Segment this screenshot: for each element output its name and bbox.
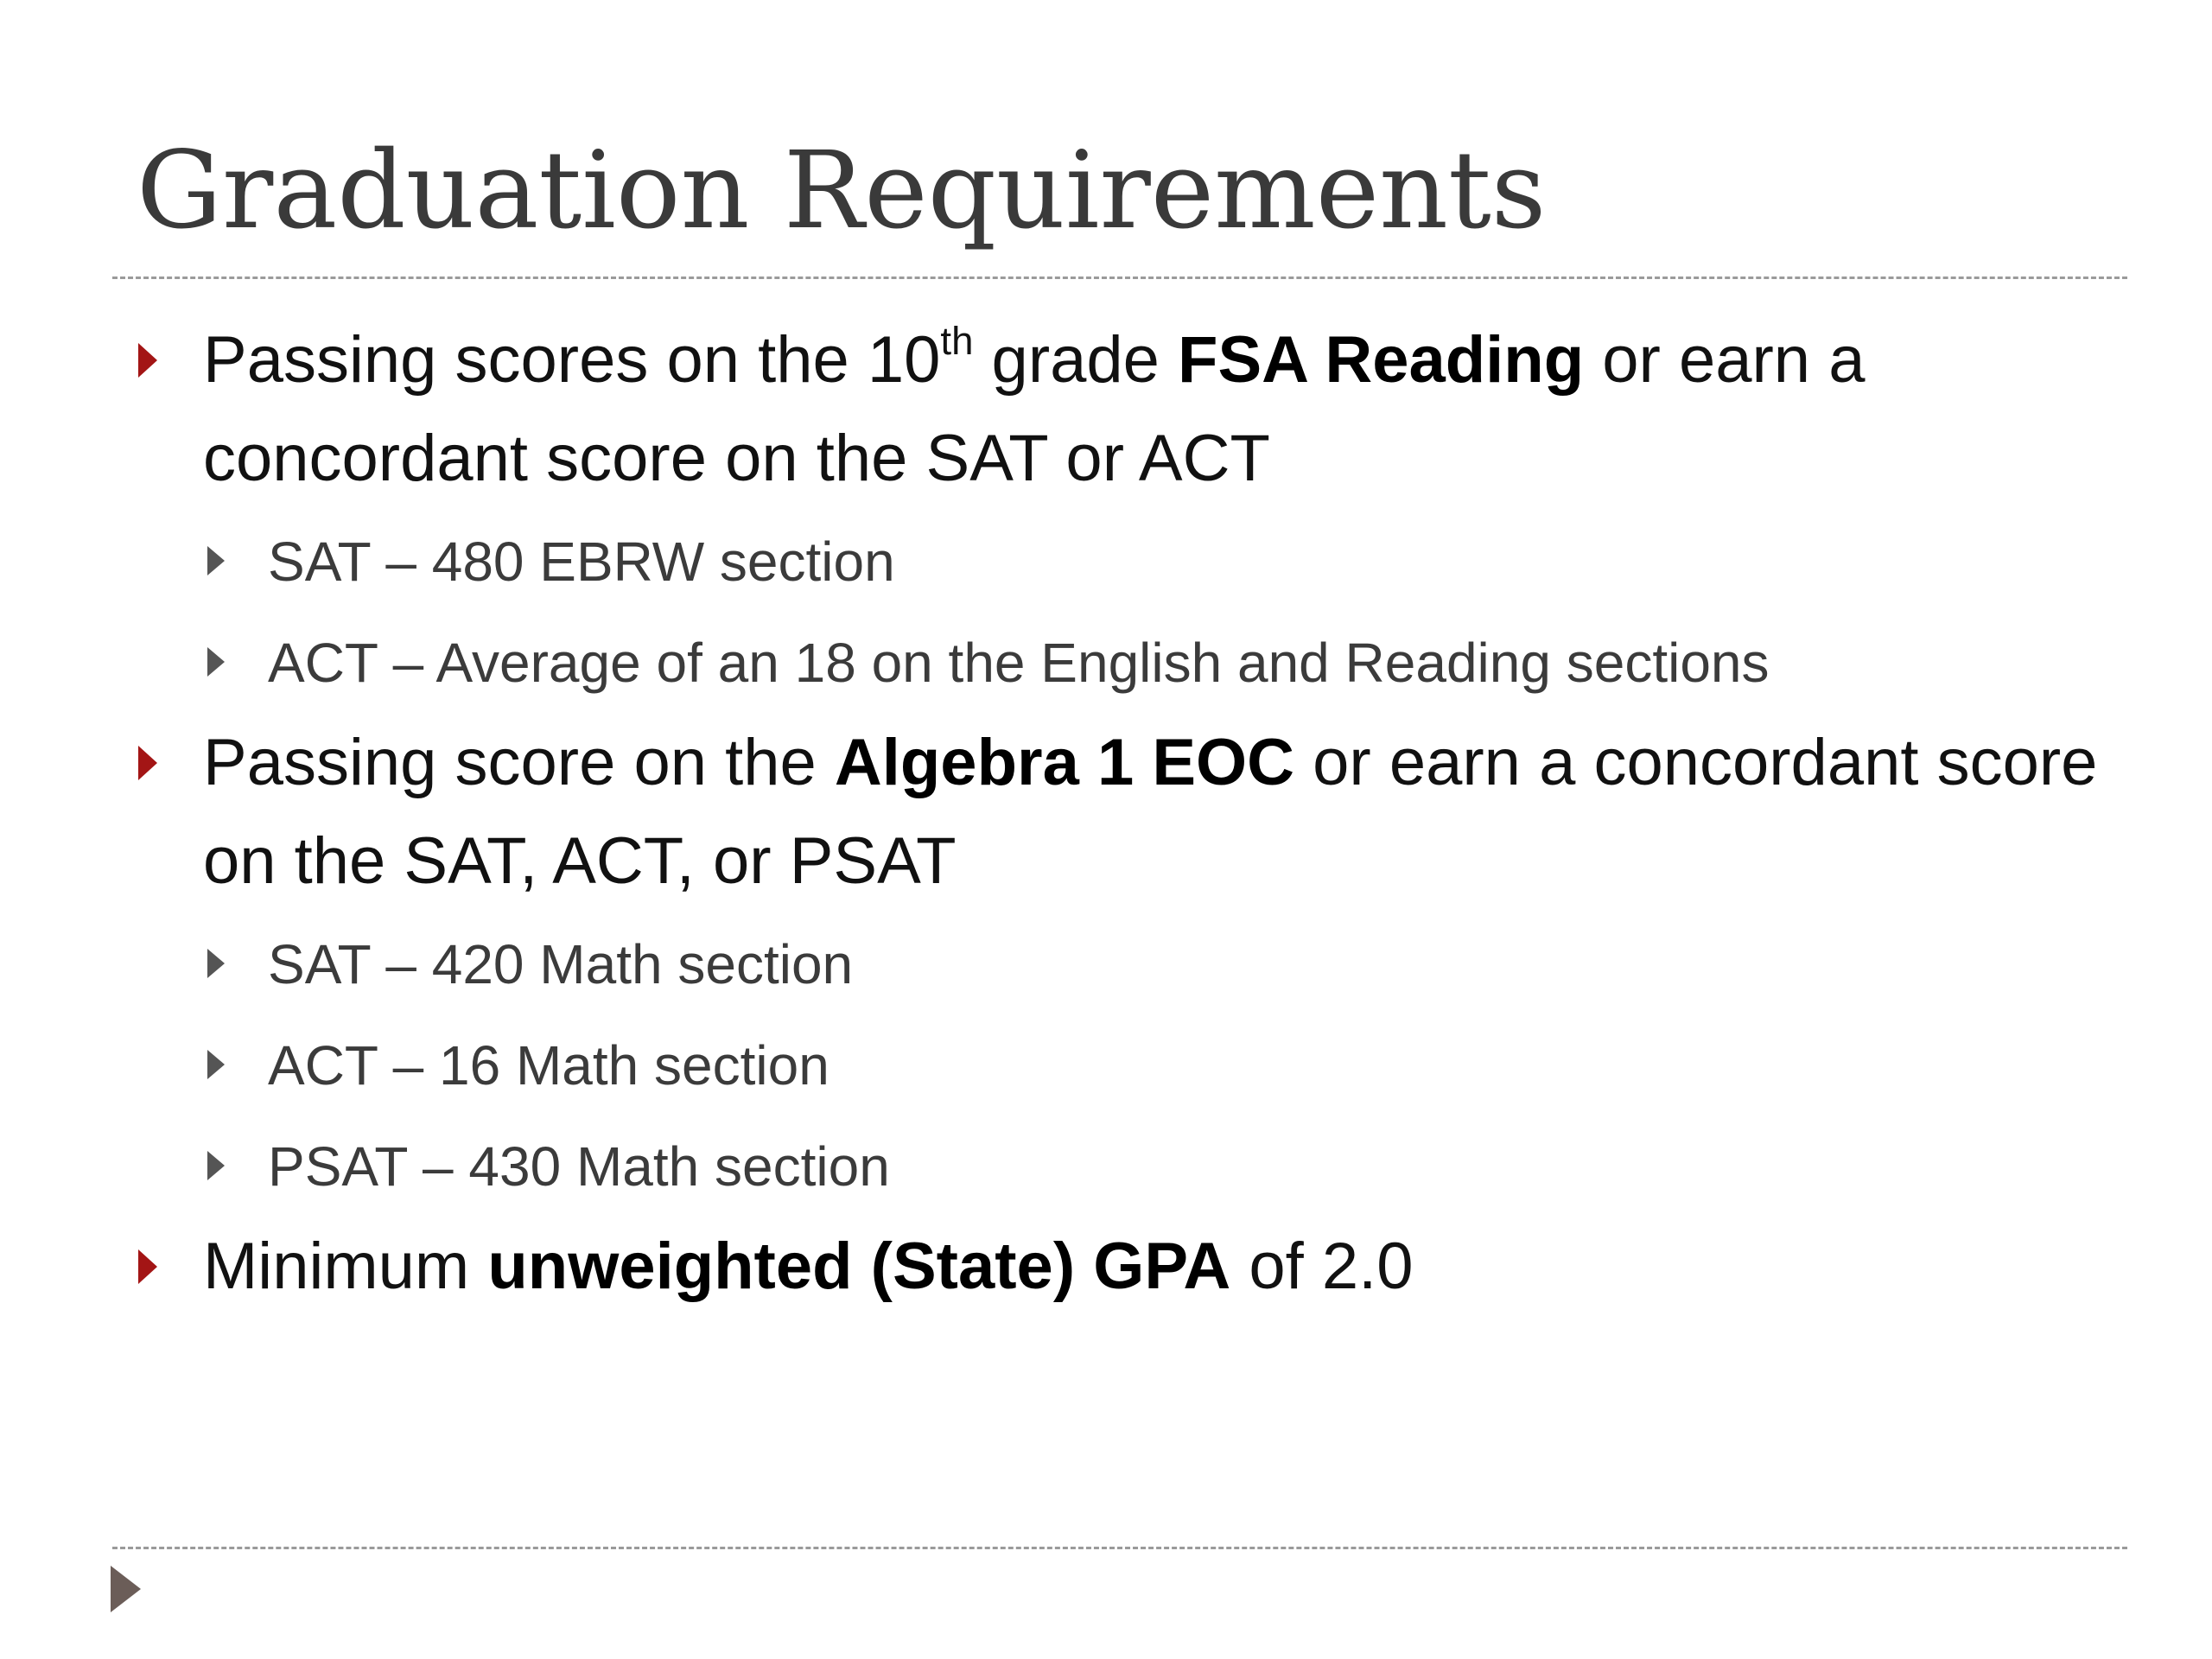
bullet-text: or earn a concordant score on the SAT or ACT — [203, 323, 1866, 495]
red-triangle-bullet-icon — [138, 343, 157, 378]
gray-triangle-bullet-icon — [207, 1050, 225, 1079]
bullet-text: of 2.0 — [1230, 1230, 1414, 1303]
bullet-reading — [130, 311, 2117, 508]
sub-bullet-text: PSAT – 430 Math section — [268, 1135, 890, 1198]
superscript: th — [940, 319, 974, 364]
gray-triangle-bullet-icon — [207, 1151, 225, 1180]
bold-text: unweighted (State) GPA — [487, 1230, 1231, 1303]
red-triangle-bullet-icon — [138, 746, 157, 780]
bullet-gpa — [130, 1217, 2117, 1316]
sub-bullet-text: SAT – 480 EBRW section — [268, 531, 895, 593]
title-divider — [112, 276, 2127, 279]
sub-bullet-text: ACT – Average of an 18 on the English and Reading sections — [268, 632, 1770, 694]
bold-text: FSA Reading — [1178, 323, 1585, 397]
sub-bullet-psat-math — [130, 1116, 2117, 1217]
sub-bullet-text: ACT – 16 Math section — [268, 1034, 830, 1096]
footer-divider — [112, 1547, 2127, 1549]
bullet-algebra — [130, 714, 2117, 911]
sub-bullet-act-math — [130, 1015, 2117, 1116]
red-triangle-bullet-icon — [138, 1249, 157, 1284]
sub-bullet-sat-reading — [130, 512, 2117, 613]
bullet-text: Passing score on the — [203, 726, 835, 799]
slide-title: Graduation Requirements — [137, 129, 1547, 253]
bullet-text: or earn a concordant score on the SAT, ACT, or PSAT — [203, 726, 2098, 898]
bold-text: Algebra 1 EOC — [834, 726, 1295, 799]
bullet-text: grade — [973, 323, 1179, 397]
sub-bullet-act-reading — [130, 613, 2117, 714]
slide-corner-arrow-icon — [111, 1566, 141, 1612]
bullet-list — [130, 311, 2117, 1319]
gray-triangle-bullet-icon — [207, 647, 225, 677]
gray-triangle-bullet-icon — [207, 546, 225, 575]
sub-bullet-sat-math — [130, 914, 2117, 1015]
bullet-text: Minimum — [203, 1230, 488, 1303]
gray-triangle-bullet-icon — [207, 949, 225, 978]
bullet-text: Passing scores on the 10 — [203, 323, 941, 397]
sub-bullet-text: SAT – 420 Math section — [268, 933, 854, 995]
